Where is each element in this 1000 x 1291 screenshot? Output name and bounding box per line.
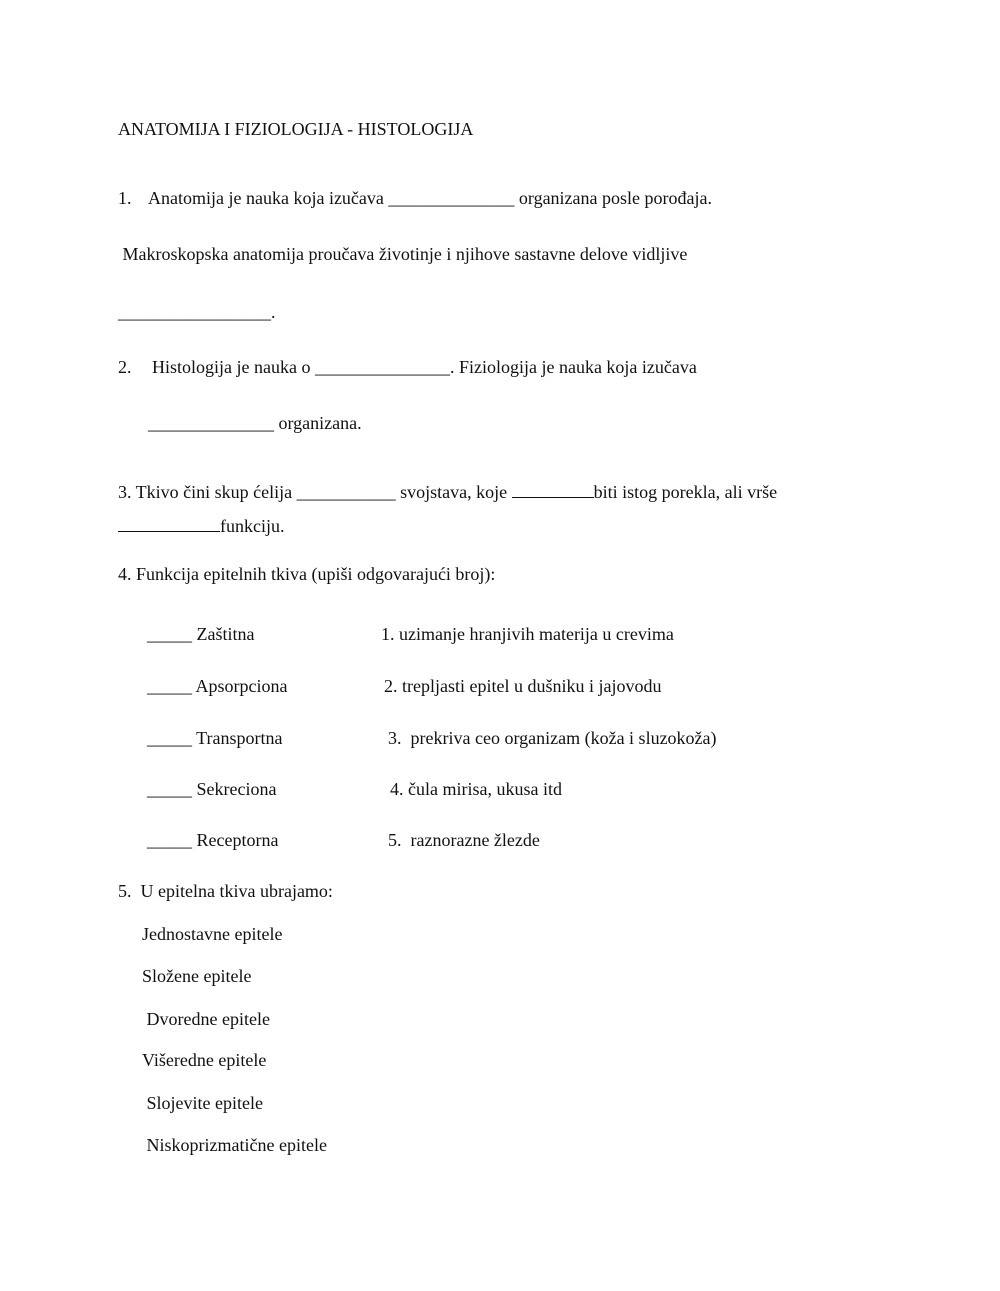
q5-list-item: Višeredne epitele	[142, 1050, 267, 1070]
q5-list-item: Dvoredne epitele	[142, 1009, 270, 1029]
q4-right-item: 5. raznorazne žlezde	[388, 830, 540, 850]
q4-right-item: 3. prekriva ceo organizam (koža i sluzokoža)	[388, 728, 717, 748]
q4-left-item: _____ Receptorna	[147, 830, 279, 850]
q4-left-item: _____ Zaštitna	[147, 624, 255, 644]
q2-line-2: ______________ organizana.	[148, 413, 362, 433]
q4-right-item: 2. trepljasti epitel u dušniku i jajovodu	[384, 676, 662, 696]
q5-list-item: Slojevite epitele	[142, 1093, 263, 1113]
q1-line-2: Makroskopska anatomija proučava životinje i njihove sastavne delove vidljive	[118, 244, 688, 264]
q5-heading: 5. U epitelna tkiva ubrajamo:	[118, 881, 333, 901]
page-title: ANATOMIJA I FIZIOLOGIJA - HISTOLOGIJA	[118, 119, 474, 139]
q4-left-item: _____ Apsorpciona	[147, 676, 288, 696]
q5-list-item: Niskoprizmatične epitele	[142, 1135, 327, 1155]
q4-right-item: 4. čula mirisa, ukusa itd	[390, 779, 562, 799]
q3-part-c: funkciju.	[220, 516, 285, 536]
q4-left-item: _____ Transportna	[147, 728, 283, 748]
q1-line-3: _________________.	[118, 302, 276, 322]
q2-line-1: Histologija je nauka o _______________. Fiziologija je nauka koja izučava	[152, 357, 697, 377]
q4-left-item: _____ Sekreciona	[147, 779, 277, 799]
q5-list-item: Jednostavne epitele	[142, 924, 283, 944]
q3-part-a: 3. Tkivo čini skup ćelija ___________ svojstava, koje	[118, 482, 512, 502]
q1-line-1: Anatomija je nauka koja izučava ______________ organizana posle porođaja.	[148, 188, 712, 208]
q3-line-2	[118, 515, 285, 537]
q5-list-item: Složene epitele	[142, 966, 252, 986]
q1-number: 1.	[118, 188, 132, 208]
q3-line-1	[118, 481, 777, 503]
q4-right-item: 1. uzimanje hranjivih materija u crevima	[381, 624, 674, 644]
q3-blank-3	[118, 515, 220, 532]
q3-blank-2	[512, 481, 594, 498]
q4-heading: 4. Funkcija epitelnih tkiva (upiši odgovarajući broj):	[118, 564, 496, 584]
q2-number: 2.	[118, 357, 132, 377]
q3-part-b: biti istog porekla, ali vrše	[593, 482, 778, 502]
